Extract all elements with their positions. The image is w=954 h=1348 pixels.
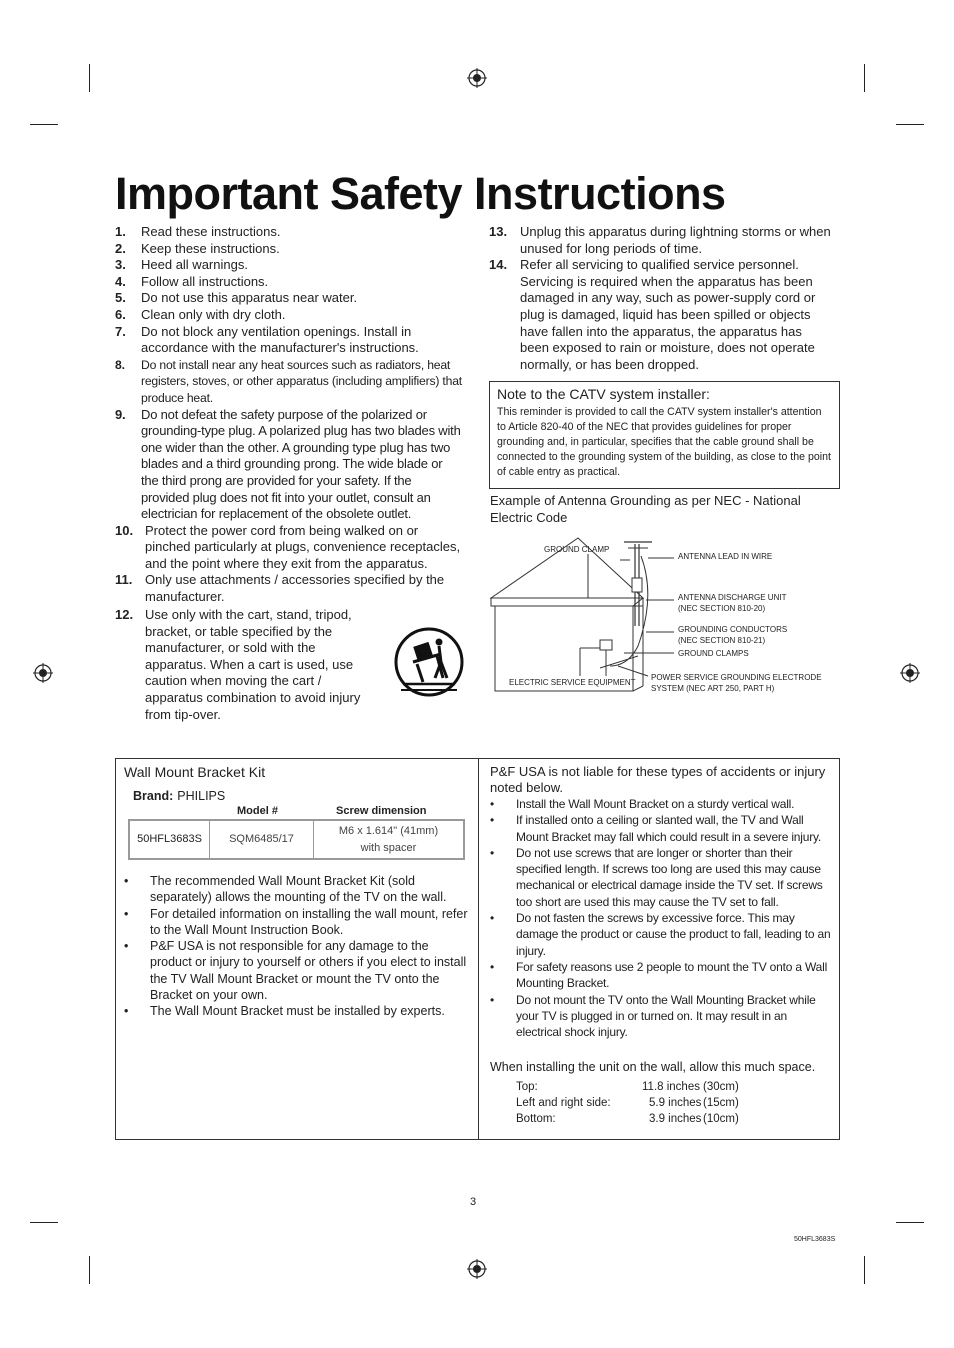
registration-mark-icon (467, 1259, 487, 1279)
brand (133, 789, 225, 803)
model-code: 50HFL3683S (794, 1236, 836, 1243)
label-discharge-unit: ANTENNA DISCHARGE UNIT (678, 593, 787, 602)
registration-mark-icon (467, 68, 487, 88)
catv-body: This reminder is provided to call the CATV system installer's attention to Article 820-40 of the NEC that provides guidelines for proper grounding and, in particular, specifies that the cable ground shall be connected to the grounding system of the building, as close to the point of cable entry as practical. (497, 406, 831, 478)
instruction-item: 7. Do not block any ventilation openings. Install in accordance with the manufacturer's instructions. (115, 323, 419, 356)
table-cell-screw: M6 x 1.614" (41mm) with spacer (338, 824, 439, 854)
label-lead-in-wire: ANTENNA LEAD IN WIRE (678, 552, 773, 561)
catv-heading: Note to the CATV system installer: (497, 386, 710, 402)
crop-mark (30, 124, 58, 125)
liability-heading: P&F USA is not liable for these types of accidents or injury noted below. (490, 764, 826, 796)
crop-mark (89, 1256, 90, 1284)
instructions-left (115, 224, 462, 606)
table-cell-kit-model: SQM6485/17 (210, 821, 314, 858)
instruction-item: 8. Do not install near any heat sources such as radiators, heat registers, stoves, or other apparatus (including amplifiers) that produce heat. (115, 357, 462, 405)
divider (478, 758, 479, 1140)
list-item: • For detailed information on installing the wall mount, refer to the Wall Mount Instruction Book. (124, 906, 468, 937)
wall-mount-bullets (124, 873, 469, 1020)
list-item: • For safety reasons use 2 people to mount the TV onto a Wall Mounting Bracket. (490, 959, 828, 991)
label-grounding-electrode: POWER SERVICE GROUNDING ELECTRODE (651, 673, 822, 682)
crop-mark (896, 1222, 924, 1223)
registration-mark-icon (33, 663, 53, 683)
instruction-item: 1. Read these instructions. (115, 224, 281, 239)
bracket-table (128, 819, 465, 860)
space-row-bottom: Bottom: 3.9 inches (10cm) (516, 1113, 739, 1125)
instruction-item: 5. Do not use this apparatus near water. (115, 290, 358, 306)
space-heading: When installing the unit on the wall, allow this much space. (490, 1060, 816, 1074)
list-item: • P&F USA is not responsible for any damage to the product or injury to yourself or others if you elect to install the TV Wall Mount Bracket or mount the TV onto the Bracket on your own. (124, 939, 467, 1003)
instruction-item: 2. Keep these instructions. (115, 240, 280, 256)
catv-note-box (489, 381, 840, 489)
list-item: • Install the Wall Mount Bracket on a sturdy vertical wall. (490, 797, 795, 811)
column-header-model: Model # (237, 805, 278, 817)
label-discharge-section: (NEC SECTION 810-20) (678, 604, 766, 613)
label-ground-clamp: GROUND CLAMP (544, 545, 610, 554)
space-row-sides: Left and right side: 5.9 inches (15cm) (516, 1097, 739, 1109)
antenna-grounding-title: Example of Antenna Grounding as per NEC - National Electric Code (490, 493, 801, 525)
crop-mark (30, 1222, 58, 1223)
liability-bullets (490, 796, 835, 1040)
list-item: • Do not mount the TV onto the Wall Mounting Bracket while your TV is plugged in or turned on. It may result in an electrical shock injury. (490, 992, 816, 1040)
crop-mark (89, 64, 90, 92)
instruction-item: 6. Clean only with dry cloth. (115, 306, 286, 322)
cart-tip-over-warning-icon (393, 626, 465, 698)
list-item: • If installed onto a ceiling or slanted wall, the TV and Wall Mount Bracket may fall which could result in a severe injury. (490, 813, 822, 844)
list-item: • Do not fasten the screws by excessive force. This may damage the product or cause the product to fall, leading to an injury. (490, 911, 831, 958)
column-header-screw: Screw dimension (336, 805, 427, 817)
list-item: • Do not use screws that are longer or shorter than their specified length. If screws too long are used this may cause mechanical or electrical damage inside the TV set. If screws too short are used this may cause the TV set to fall. (490, 845, 823, 909)
table-cell-tv-model: 50HFL3683S (130, 821, 210, 858)
instruction-item: 9. Do not defeat the safety purpose of the polarized or grounding-type plug. A polarized plug has two blades with one wider than the other. A grounding type plug has two blades and a third grounding prong. The wide blade or the third prong are provided for your safety. If the provided plug does not fit into your outlet, consult an electrician for replacement of the obsolete outlet. (115, 406, 461, 522)
brand-label: Brand: (133, 789, 174, 803)
instruction-item: 13. Unplug this apparatus during lightning storms or when unused for long periods of time. (489, 224, 831, 256)
instruction-item: 3. Heed all warnings. (115, 257, 248, 273)
brand-value: PHILIPS (177, 789, 226, 803)
crop-mark (864, 1256, 865, 1284)
instruction-item: 10. Protect the power cord from being walked on or pinched particularly at plugs, convenience receptacles, and the point where they exit from the apparatus. (115, 522, 461, 571)
registration-mark-icon (900, 663, 920, 683)
label-service-equipment: ELECTRIC SERVICE EQUIPMENT (509, 678, 636, 687)
list-item: • The recommended Wall Mount Bracket Kit (sold separately) allows the mounting of the TV on the wall. (124, 874, 447, 905)
crop-mark (864, 64, 865, 92)
instructions-right (489, 224, 839, 373)
instruction-item: 4. Follow all instructions. (115, 273, 269, 289)
label-grounding-electrode-system: SYSTEM (NEC ART 250, PART H) (651, 684, 775, 693)
instruction-item: 14. Refer all servicing to qualified service personnel. Servicing is required when the apparatus has been damaged in any way, such as power-supply cord or plug is damaged, liquid has been spilled or objects have fallen into the apparatus, the apparatus has been exposed to rain or moisture, does not operate normally, or has been dropped. (489, 257, 816, 372)
crop-mark (896, 124, 924, 125)
label-ground-clamps: GROUND CLAMPS (678, 649, 749, 658)
label-conductors-section: (NEC SECTION 810-21) (678, 636, 766, 645)
instruction-item-12: 12. Use only with the cart, stand, tripod, bracket, or table specified by the manufacturer, or sold with the apparatus. When a cart is used, use caution when moving the cart / apparatus combination to avoid injury from tip-over. (115, 607, 361, 722)
space-row-top: Top: 11.8 inches (30cm) (516, 1081, 739, 1093)
label-grounding-conductors: GROUNDING CONDUCTORS (678, 625, 788, 634)
wall-mount-title: Wall Mount Bracket Kit (124, 764, 266, 780)
instruction-item: 11. Only use attachments / accessories specified by the manufacturer. (115, 572, 445, 605)
list-item: • The Wall Mount Bracket must be installed by experts. (124, 1004, 445, 1019)
page-title: Important Safety Instructions (115, 168, 726, 219)
page-number: 3 (470, 1196, 477, 1208)
